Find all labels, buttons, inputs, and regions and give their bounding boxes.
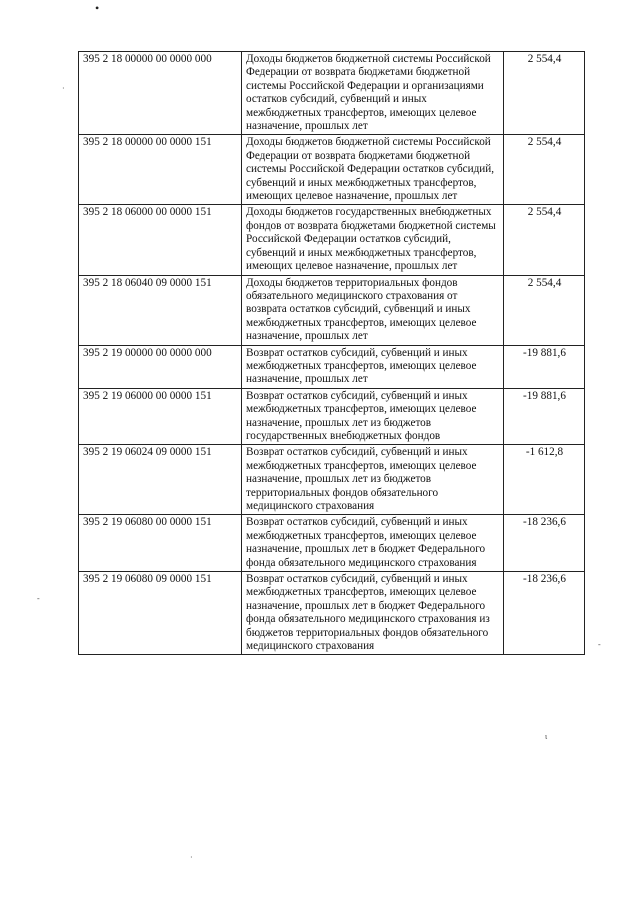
scan-speck: •: [95, 1, 100, 15]
scan-speck: -: [37, 594, 40, 603]
revenue-name-cell: Возврат остатков субсидий, субвенций и иных межбюджетных трансфертов, имеющих целевое назначение, прошлых лет из бюджетов государственных внебюджетных фондов: [242, 388, 504, 445]
budget-code-cell: 395 2 18 06040 09 0000 151: [79, 275, 242, 345]
amount-cell: 2 554,4: [504, 205, 585, 275]
amount-cell: -19 881,6: [504, 345, 585, 388]
budget-code-cell: 395 2 19 06080 00 0000 151: [79, 515, 242, 572]
table-row: [79, 205, 585, 275]
budget-revenue-table: [78, 51, 585, 655]
scan-speck: ·: [190, 853, 193, 862]
table-row: [79, 135, 585, 205]
scan-speck: ι: [545, 732, 548, 741]
table-row: [79, 572, 585, 655]
budget-code-cell: 395 2 19 06080 09 0000 151: [79, 572, 242, 655]
budget-code-cell: 395 2 18 00000 00 0000 000: [79, 52, 242, 135]
budget-code-cell: 395 2 18 00000 00 0000 151: [79, 135, 242, 205]
table-row: [79, 345, 585, 388]
budget-code-cell: 395 2 18 06000 00 0000 151: [79, 205, 242, 275]
budget-code-cell: 395 2 19 06000 00 0000 151: [79, 388, 242, 445]
revenue-name-cell: Возврат остатков субсидий, субвенций и иных межбюджетных трансфертов, имеющих целевое назначение, прошлых лет в бюджет Федерального фонда обязательного медицинского страхования: [242, 515, 504, 572]
budget-code-cell: 395 2 19 00000 00 0000 000: [79, 345, 242, 388]
amount-cell: -18 236,6: [504, 572, 585, 655]
revenue-name-cell: Возврат остатков субсидий, субвенций и иных межбюджетных трансфертов, имеющих целевое назначение, прошлых лет из бюджетов территориальных фондов обязательного медицинского страхования: [242, 445, 504, 515]
revenue-name-cell: Возврат остатков субсидий, субвенций и иных межбюджетных трансфертов, имеющих целевое назначение, прошлых лет в бюджет Федерального фонда обязательного медицинского страхования из бюджетов территориальных фондов обязательного медицинского страхования: [242, 572, 504, 655]
amount-cell: -1 612,8: [504, 445, 585, 515]
table-row: [79, 52, 585, 135]
scan-speck: ·: [62, 84, 65, 93]
revenue-name-cell: Возврат остатков субсидий, субвенций и иных межбюджетных трансфертов, имеющих целевое назначение, прошлых лет: [242, 345, 504, 388]
revenue-name-cell: Доходы бюджетов территориальных фондов обязательного медицинского страхования от возврата остатков субсидий, субвенций и иных межбюджетных трансфертов, имеющих целевое назначение, прошлых лет: [242, 275, 504, 345]
table-row: [79, 275, 585, 345]
amount-cell: -18 236,6: [504, 515, 585, 572]
amount-cell: -19 881,6: [504, 388, 585, 445]
amount-cell: 2 554,4: [504, 135, 585, 205]
amount-cell: 2 554,4: [504, 275, 585, 345]
table-row: [79, 445, 585, 515]
table-row: [79, 388, 585, 445]
scan-speck: -: [598, 640, 601, 649]
revenue-name-cell: Доходы бюджетов бюджетной системы Российской Федерации от возврата бюджетами бюджетной системы Российской Федерации остатков субсидий, субвенций и иных межбюджетных трансфертов, имеющих целевое назначение, прошлых лет: [242, 135, 504, 205]
amount-cell: 2 554,4: [504, 52, 585, 135]
revenue-name-cell: Доходы бюджетов государственных внебюджетных фондов от возврата бюджетами бюджетной системы Российской Федерации остатков субсидий, субвенций и иных межбюджетных трансфертов, имеющих целевое назначение, прошлых лет: [242, 205, 504, 275]
table-row: [79, 515, 585, 572]
budget-code-cell: 395 2 19 06024 09 0000 151: [79, 445, 242, 515]
revenue-name-cell: Доходы бюджетов бюджетной системы Российской Федерации от возврата бюджетами бюджетной системы Российской Федерации и организациями остатков субсидий, субвенций и иных межбюджетных трансфертов, имеющих целевое назначение, прошлых лет: [242, 52, 504, 135]
